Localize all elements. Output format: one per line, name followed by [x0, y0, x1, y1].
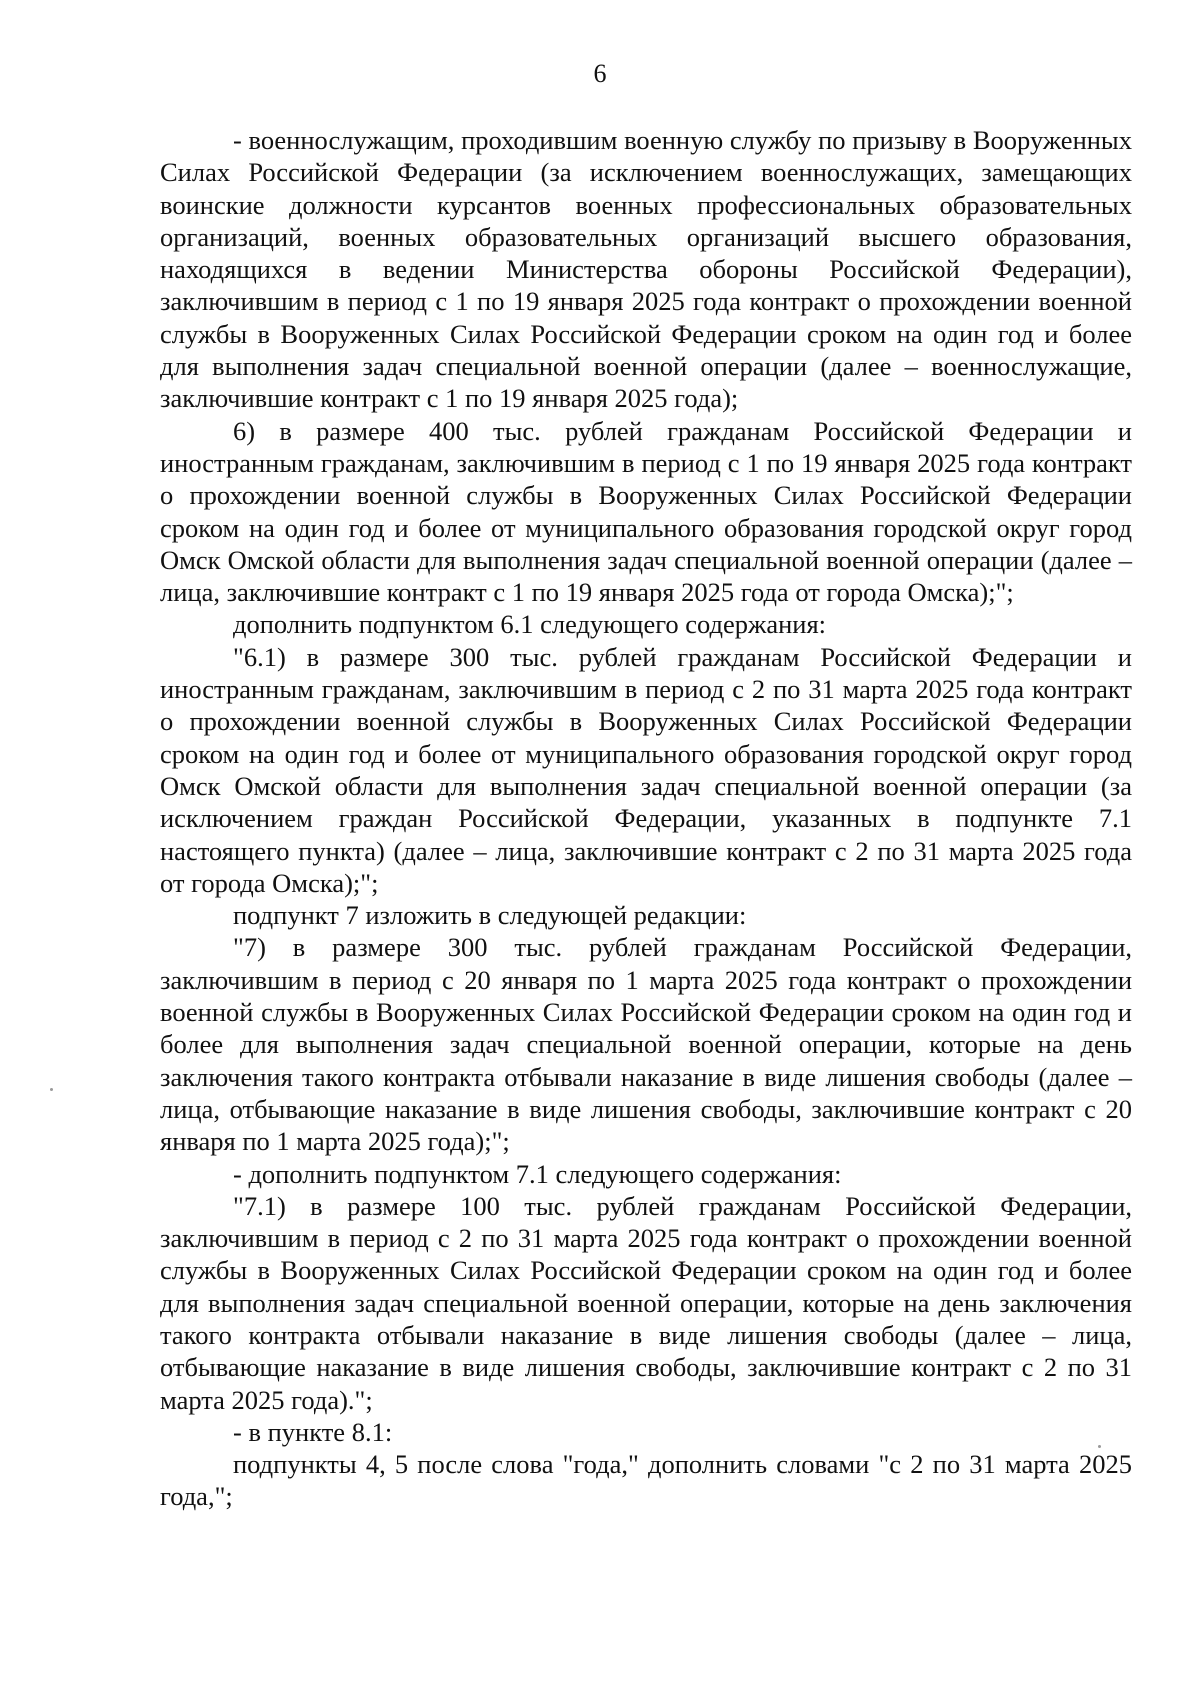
paragraph-add-6-1: дополнить подпунктом 6.1 следующего содержания:	[233, 609, 827, 640]
paragraph-item-8-1: - в пункте 8.1:	[233, 1416, 393, 1447]
scan-speck	[50, 1088, 53, 1091]
paragraph-subitem-7-1: "7.1) в размере 100 тыс. рублей гражданам Российской Федерации, заключившим в период с 2 по 31 марта 2025 года контракт о прохождении военной службы в Вооруженных Силах Российской Федерации сроком на один год и более для выполнения задач специальной военной операции, которые на день заключения такого контракта отбывали наказание в виде лишения свободы (далее – лица, отбывающие наказание в виде лишения свободы, заключившие контракт с 2 по 31 марта 2025 года).";	[160, 1190, 1132, 1415]
paragraph-subitem-6: 6) в размере 400 тыс. рублей гражданам Российской Федерации и иностранным гражданам, заключившим в период с 1 по 19 января 2025 года контракт о прохождении военной службы в Вооруженных Силах Российской Федерации сроком на один год и более от муниципального образования городской округ город Омск Омской области для выполнения задач специальной военной операции (далее – лица, заключившие контракт с 1 по 19 января 2025 года от города Омска);";	[160, 415, 1132, 608]
document-body	[160, 124, 1132, 1513]
paragraph-servicemen-jan: - военнослужащим, проходившим военную службу по призыву в Вооруженных Силах Российской Федерации (за исключением военнослужащих, замещающих воинские должности курсантов военных профессиональных образовательных организаций, военных образовательных организаций высшего образования, находящихся в ведении Министерства обороны Российской Федерации), заключившим в период с 1 по 19 января 2025 года контракт о прохождении военной службы в Вооруженных Силах Российской Федерации сроком на один год и более для выполнения задач специальной военной операции (далее – военнослужащие, заключившие контракт с 1 по 19 января 2025 года);	[160, 125, 1132, 414]
paragraph-add-7-1: - дополнить подпунктом 7.1 следующего содержания:	[233, 1158, 842, 1189]
scan-speck	[1098, 1445, 1101, 1448]
paragraph-restate-7: подпункт 7 изложить в следующей редакции:	[233, 900, 747, 931]
page-number: 6	[593, 59, 607, 88]
paragraph-subitems-4-5: подпункты 4, 5 после слова "года," дополнить словами "с 2 по 31 марта 2025 года,";	[160, 1449, 1132, 1512]
paragraph-subitem-6-1: "6.1) в размере 300 тыс. рублей гражданам Российской Федерации и иностранным гражданам, заключившим в период с 2 по 31 марта 2025 года контракт о прохождении военной службы в Вооруженных Силах Российской Федерации сроком на один год и более от муниципального образования городской округ город Омск Омской области для выполнения задач специальной военной операции (за исключением граждан Российской Федерации, указанных в подпункте 7.1 настоящего пункта) (далее – лица, заключившие контракт с 2 по 31 марта 2025 года от города Омска);";	[160, 641, 1132, 898]
paragraph-subitem-7: "7) в размере 300 тыс. рублей гражданам Российской Федерации, заключившим в период с 20 января по 1 марта 2025 года контракт о прохождении военной службы в Вооруженных Силах Российской Федерации сроком на один год и более для выполнения задач специальной военной операции, которые на день заключения такого контракта отбывали наказание в виде лишения свободы (далее – лица, отбывающие наказание в виде лишения свободы, заключившие контракт с 20 января по 1 марта 2025 года);";	[160, 932, 1132, 1157]
